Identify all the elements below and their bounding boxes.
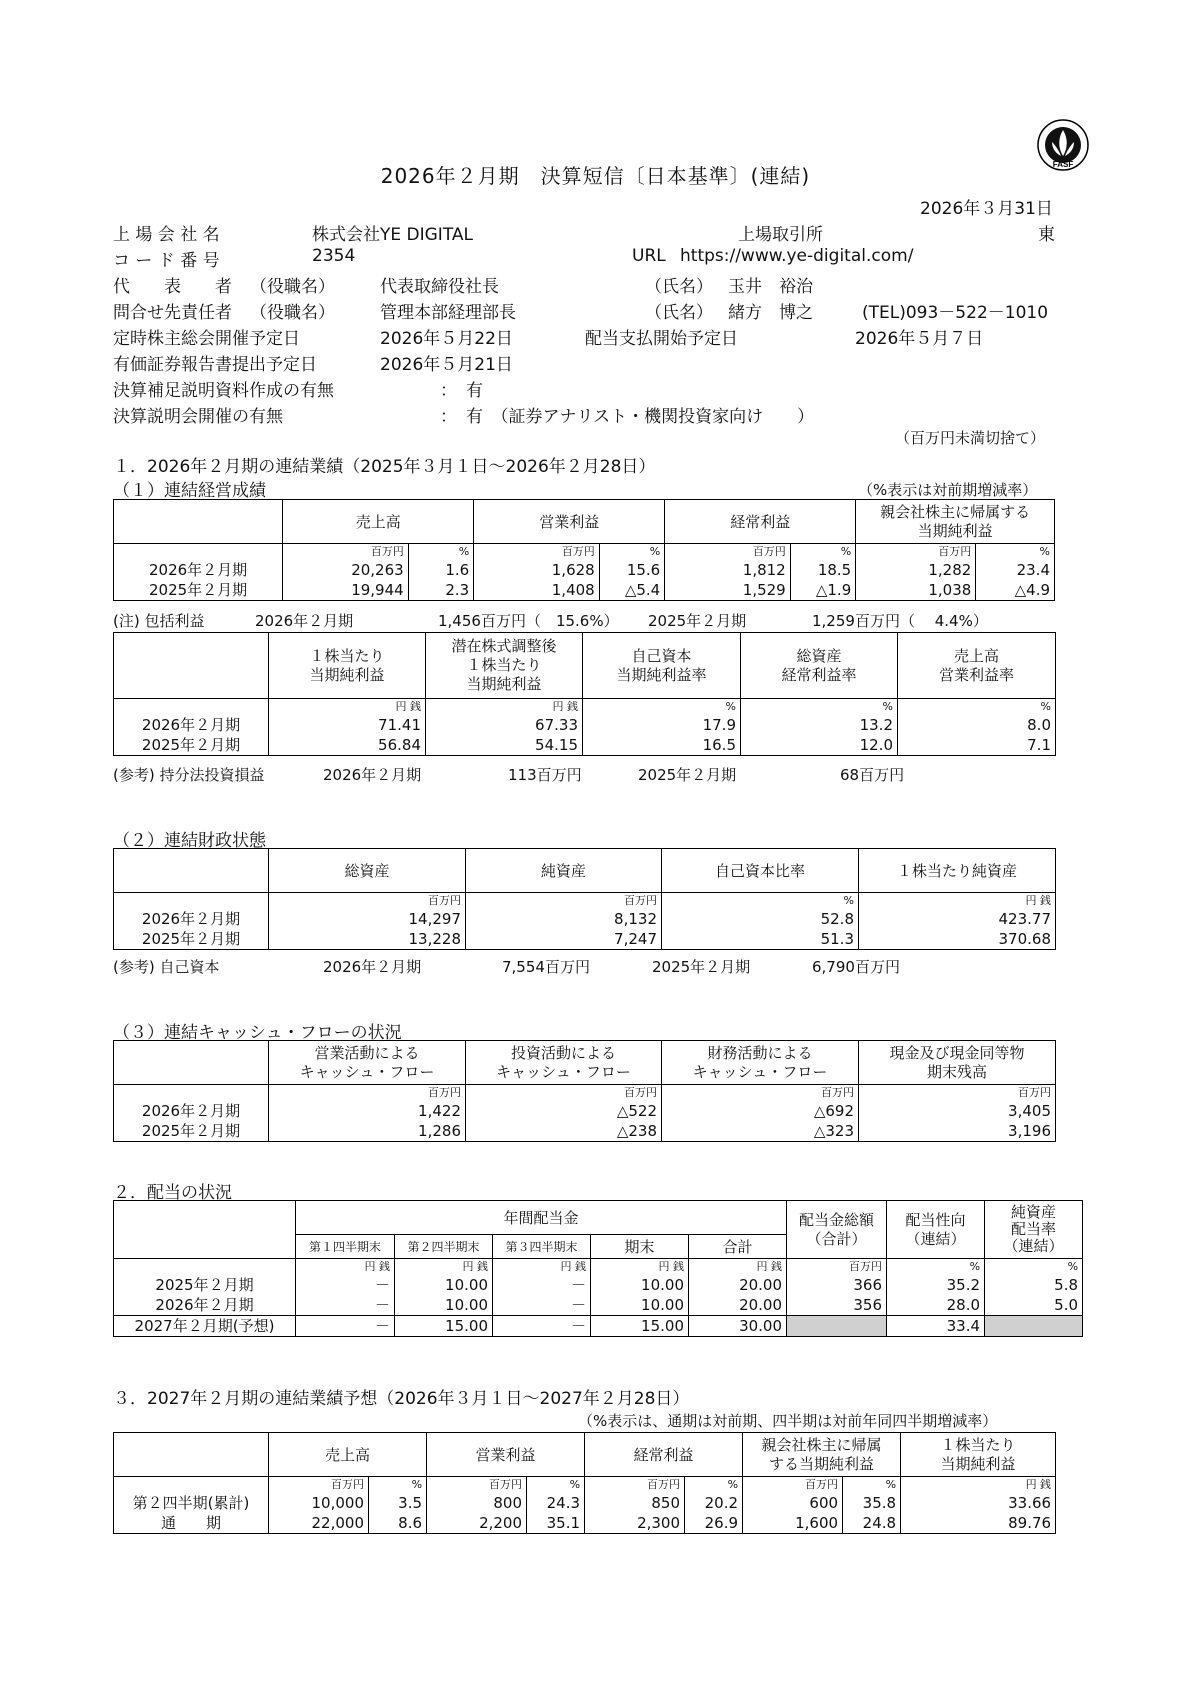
per-share-table (113, 632, 1056, 756)
exchange-label: 上場取引所 (738, 225, 823, 245)
header-op-income: 営業利益 (474, 500, 665, 544)
header-payout-ratio (887, 1201, 985, 1259)
cell: 423.77 (859, 909, 1056, 929)
unit: 百万円 (283, 544, 409, 560)
header-op-margin (898, 633, 1056, 699)
cell: 24.3 (527, 1493, 585, 1513)
report-date-value: 2026年５月21日 (380, 355, 513, 375)
cell: △692 (662, 1101, 859, 1121)
header-operating-cf-line2: キャッシュ・フロー (299, 1062, 435, 1081)
cell: 15.00 (395, 1315, 493, 1336)
cell-shaded (985, 1315, 1083, 1336)
equity-ref-period1: 2026年２月期 (323, 958, 422, 976)
cell: 30.00 (689, 1315, 787, 1336)
cell: 10.00 (591, 1275, 689, 1295)
header-net-income (743, 1433, 901, 1477)
rep-name: 玉井 裕治 (728, 277, 813, 297)
header-doe-line3: （連結） (1003, 1237, 1064, 1255)
cell: 15.6 (599, 560, 665, 580)
cell: 10.00 (395, 1275, 493, 1295)
unit: 円 銭 (296, 1259, 395, 1275)
cell: － (296, 1275, 395, 1295)
cell: 5.0 (985, 1295, 1083, 1316)
header-financing-cf (662, 1041, 859, 1085)
header-doe-line2: 配当率 (1011, 1220, 1057, 1238)
company-url[interactable]: https://www.ye-digital.com/ (680, 246, 914, 266)
header-q2: 第２四半期末 (395, 1235, 493, 1259)
header-diluted-line2: １株当たり (466, 656, 542, 674)
header-eps (901, 1433, 1056, 1477)
cell: 18.5 (790, 560, 856, 580)
unit: % (790, 544, 856, 560)
unit: 百万円 (856, 544, 976, 560)
cell: 13.2 (741, 715, 898, 735)
header-diluted-eps (426, 633, 583, 699)
cell: △323 (662, 1121, 859, 1142)
cell: 800 (427, 1493, 527, 1513)
unit: % (985, 1259, 1083, 1275)
company-name: 株式会社YE DIGITAL (312, 225, 473, 245)
row-label: 通 期 (114, 1513, 269, 1534)
unit: 円 銭 (859, 893, 1056, 909)
rep-title-label: （役職名） (250, 277, 335, 297)
svg-text:FASF: FASF (1052, 160, 1074, 169)
equity-method-period1: 2026年２月期 (323, 766, 422, 784)
div-start-date: 2026年５月７日 (855, 329, 984, 349)
company-name-label: 上 場 会 社 名 (113, 225, 220, 245)
rep-label: 代 表 者 (113, 277, 232, 297)
header-cash-balance-line1: 現金及び現金同等物 (889, 1043, 1025, 1062)
contact-name-label: （氏名） (645, 303, 713, 323)
header-financing-cf-line2: キャッシュ・フロー (692, 1062, 828, 1081)
cell: 13,228 (269, 929, 466, 950)
cell: 12.0 (741, 735, 898, 756)
cell: 16.5 (583, 735, 741, 756)
corner-cell (114, 849, 269, 893)
corner-cell (114, 1041, 269, 1085)
header-diluted-line3: 当期純利益 (466, 675, 542, 693)
cash-flow-table (113, 1040, 1056, 1142)
cell: 20.00 (689, 1275, 787, 1295)
supp-label: 決算補足説明資料作成の有無 (113, 381, 334, 401)
unit: 円 銭 (901, 1477, 1056, 1493)
cell: 14,297 (269, 909, 466, 929)
row-label: 2026年２月期 (114, 1101, 269, 1121)
unit-row-label (114, 699, 269, 715)
header-ord-income: 経常利益 (665, 500, 856, 544)
header-total: 合計 (689, 1235, 787, 1259)
cell: 20.00 (689, 1295, 787, 1316)
cell: 7,247 (466, 929, 662, 950)
unit: 円 銭 (426, 699, 583, 715)
contact-tel: (TEL)093－522－1010 (862, 303, 1049, 323)
unit-row-label (114, 544, 283, 560)
header-sales: 売上高 (283, 500, 474, 544)
cell: 850 (585, 1493, 685, 1513)
cell: 54.15 (426, 735, 583, 756)
header-sales: 売上高 (269, 1433, 427, 1477)
report-date: 2026年３月31日 (920, 199, 1053, 219)
header-q3: 第３四半期末 (493, 1235, 591, 1259)
unit: % (898, 699, 1056, 715)
cell: 1,422 (269, 1101, 466, 1121)
unit: % (976, 544, 1055, 560)
unit: 百万円 (269, 1085, 466, 1101)
contact-title-label: （役職名） (250, 303, 335, 323)
cell: 370.68 (859, 929, 1056, 950)
header-net-income-line1: 親会社株主に帰属 (761, 1435, 882, 1454)
financial-position-table (113, 848, 1056, 950)
header-net-assets: 純資産 (466, 849, 662, 893)
cell: 71.41 (269, 715, 426, 735)
cell: 24.8 (843, 1513, 901, 1534)
row-label: 2025年２月期 (114, 1121, 269, 1142)
operating-results-table (113, 499, 1055, 601)
agm-date: 2026年５月22日 (380, 329, 513, 349)
cell: 10.00 (591, 1295, 689, 1316)
cell: △5.4 (599, 580, 665, 601)
header-total-dividend-line1: 配当金総額 (799, 1210, 875, 1229)
cell: 1,812 (665, 560, 791, 580)
cell: － (296, 1295, 395, 1316)
cell: 19,944 (283, 580, 409, 601)
header-annual-dividend: 年間配当金 (296, 1201, 787, 1235)
header-cash-balance (859, 1041, 1056, 1085)
unit: 百万円 (859, 1085, 1056, 1101)
unit: 円 銭 (269, 699, 426, 715)
cell: 1,286 (269, 1121, 466, 1142)
unit: % (843, 1477, 901, 1493)
unit: 百万円 (585, 1477, 685, 1493)
unit: 円 銭 (395, 1259, 493, 1275)
sec1-title: １．2026年２月期の連結業績（2025年３月１日～2026年２月28日） (113, 457, 656, 477)
header-eps-line2: 当期純利益 (940, 1454, 1016, 1473)
equity-method-value1: 113百万円 (508, 766, 582, 784)
brief-value: 有 （証券アナリスト・機関投資家向け ） (466, 407, 815, 427)
header-roe-line2: 当期純利益率 (616, 665, 707, 684)
rounding-note: （百万円未満切捨て） (895, 429, 1046, 447)
comp-note-label: (注) 包括利益 (113, 612, 205, 630)
sec1-3-title: （３）連結キャッシュ・フローの状況 (113, 1023, 402, 1043)
supp-colon: ： (440, 381, 457, 401)
comp-note-period1: 2026年２月期 (255, 612, 354, 630)
header-cash-balance-line2: 期末残高 (926, 1062, 987, 1081)
sec3-title: ３．2027年２月期の連結業績予想（2026年３月１日～2027年２月28日） (113, 1389, 690, 1409)
header-roa-line2: 経常利益率 (781, 665, 857, 684)
contact-label: 問合せ先責任者 (113, 303, 232, 323)
header-year-end: 期末 (591, 1235, 689, 1259)
unit: 円 銭 (493, 1259, 591, 1275)
code-label: コ ー ド 番 号 (113, 251, 220, 271)
cell: 3,196 (859, 1121, 1056, 1142)
rep-title: 代表取締役社長 (380, 277, 499, 297)
cell: 1,600 (743, 1513, 843, 1534)
unit: % (408, 544, 474, 560)
unit: % (527, 1477, 585, 1493)
cell: 3.5 (369, 1493, 427, 1513)
unit: % (741, 699, 898, 715)
unit: 百万円 (743, 1477, 843, 1493)
cell: △4.9 (976, 580, 1055, 601)
row-label: 2025年２月期 (114, 1275, 296, 1295)
equity-method-value2: 68百万円 (840, 766, 905, 784)
unit: 百万円 (787, 1259, 887, 1275)
unit-row-label (114, 1085, 269, 1101)
equity-ref-value2: 6,790百万円 (812, 958, 900, 976)
cell: 89.76 (901, 1513, 1056, 1534)
comp-note-value2: 1,259百万円（ 4.4%） (812, 612, 988, 630)
cell: 356 (787, 1295, 887, 1316)
header-operating-cf-line1: 営業活動による (314, 1043, 420, 1062)
cell: 1,408 (474, 580, 600, 601)
header-ord-income: 経常利益 (585, 1433, 743, 1477)
unit: 百万円 (466, 1085, 662, 1101)
cell: 33.66 (901, 1493, 1056, 1513)
header-net-income-line2: 当期純利益 (917, 521, 993, 540)
cell: 52.8 (662, 909, 859, 929)
unit: 百万円 (427, 1477, 527, 1493)
cell: 35.2 (887, 1275, 985, 1295)
header-doe (985, 1201, 1083, 1259)
cell: － (493, 1295, 591, 1316)
cell: △1.9 (790, 580, 856, 601)
header-net-income-line2: する当期純利益 (769, 1454, 875, 1473)
code: 2354 (312, 246, 356, 266)
row-label: 2026年２月期 (114, 560, 283, 580)
cell-shaded (787, 1315, 887, 1336)
cell: 1,282 (856, 560, 976, 580)
unit: 百万円 (665, 544, 791, 560)
contact-name: 緒方 博之 (728, 303, 813, 323)
corner-cell (114, 633, 269, 699)
dividend-table (113, 1200, 1083, 1337)
agm-label: 定時株主総会開催予定日 (113, 329, 300, 349)
header-diluted-line1: 潜在株式調整後 (451, 637, 557, 655)
header-eps-line1: １株当たり (940, 1435, 1016, 1454)
cell: 35.8 (843, 1493, 901, 1513)
equity-ref-period2: 2025年２月期 (652, 958, 751, 976)
header-financing-cf-line1: 財務活動による (707, 1043, 813, 1062)
cell: 1.6 (408, 560, 474, 580)
header-investing-cf (466, 1041, 662, 1085)
cell: 10,000 (269, 1493, 369, 1513)
supp-value: 有 (466, 381, 483, 401)
cell: 8,132 (466, 909, 662, 929)
cell: 15.00 (591, 1315, 689, 1336)
unit: 円 銭 (591, 1259, 689, 1275)
div-start-label: 配当支払開始予定日 (585, 329, 738, 349)
row-label: 2025年２月期 (114, 580, 283, 601)
cell: 366 (787, 1275, 887, 1295)
header-equity-ratio: 自己資本比率 (662, 849, 859, 893)
cell: 1,628 (474, 560, 600, 580)
unit: % (685, 1477, 743, 1493)
header-q1: 第１四半期末 (296, 1235, 395, 1259)
cell: 17.9 (583, 715, 741, 735)
sec1-1-title: （１）連結経営成績 (113, 481, 266, 501)
equity-ref-label: (参考) 自己資本 (113, 958, 220, 976)
cell: 20.2 (685, 1493, 743, 1513)
cell: 600 (743, 1493, 843, 1513)
row-label: 2026年２月期 (114, 715, 269, 735)
header-operating-cf (269, 1041, 466, 1085)
unit: 百万円 (474, 544, 600, 560)
corner-cell (114, 1433, 269, 1477)
header-roa-line1: 総資産 (796, 646, 842, 665)
equity-method-period2: 2025年２月期 (638, 766, 737, 784)
unit-row-label (114, 1477, 269, 1493)
unit: % (599, 544, 665, 560)
cell: 26.9 (685, 1513, 743, 1534)
exchange: 東 (1038, 225, 1055, 245)
cell: 1,529 (665, 580, 791, 601)
cell: 28.0 (887, 1295, 985, 1316)
forecast-table (113, 1432, 1056, 1534)
cell: 51.3 (662, 929, 859, 950)
header-total-assets: 総資産 (269, 849, 466, 893)
row-label: 2027年２月期(予想) (114, 1315, 296, 1336)
cell: 2,200 (427, 1513, 527, 1534)
header-investing-cf-line1: 投資活動による (510, 1043, 616, 1062)
header-bps: １株当たり純資産 (859, 849, 1056, 893)
comp-note-period2: 2025年２月期 (648, 612, 747, 630)
cell: 8.0 (898, 715, 1056, 735)
unit: % (369, 1477, 427, 1493)
header-roa (741, 633, 898, 699)
header-payout-line1: 配当性向 (905, 1210, 966, 1229)
row-label: 2025年２月期 (114, 929, 269, 950)
unit: 百万円 (269, 1477, 369, 1493)
row-label: 2026年２月期 (114, 1295, 296, 1316)
equity-ref-value1: 7,554百万円 (502, 958, 590, 976)
unit-row-label (114, 893, 269, 909)
cell: 56.84 (269, 735, 426, 756)
cell: 35.1 (527, 1513, 585, 1534)
header-op-income: 営業利益 (427, 1433, 585, 1477)
sec2-title: ２．配当の状況 (113, 1183, 232, 1203)
row-label: 第２四半期(累計) (114, 1493, 269, 1513)
cell: 1,038 (856, 580, 976, 601)
cell: 33.4 (887, 1315, 985, 1336)
unit: 百万円 (466, 893, 662, 909)
equity-method-label: (参考) 持分法投資損益 (113, 766, 265, 784)
cell: 20,263 (283, 560, 409, 580)
unit: % (662, 893, 859, 909)
page-title: 2026年２月期 決算短信〔日本基準〕(連結) (380, 164, 811, 188)
sec1-2-title: （２）連結財政状態 (113, 831, 266, 851)
cell: 5.8 (985, 1275, 1083, 1295)
cell: 10.00 (395, 1295, 493, 1316)
header-op-margin-line2: 営業利益率 (938, 665, 1014, 684)
cell: 22,000 (269, 1513, 369, 1534)
comp-note-value1: 1,456百万円（ 15.6%） (438, 612, 619, 630)
row-label: 2025年２月期 (114, 735, 269, 756)
unit: 百万円 (269, 893, 466, 909)
sec1-1-note: （%表示は対前期増減率） (858, 481, 1038, 499)
header-eps-line2: 当期純利益 (309, 665, 385, 684)
header-roe-line1: 自己資本 (631, 646, 692, 665)
url-label: URL (632, 246, 666, 266)
cell: △522 (466, 1101, 662, 1121)
cell: － (493, 1315, 591, 1336)
header-investing-cf-line2: キャッシュ・フロー (496, 1062, 631, 1081)
cell: 2.3 (408, 580, 474, 601)
header-eps (269, 633, 426, 699)
cell: △238 (466, 1121, 662, 1142)
cell: 3,405 (859, 1101, 1056, 1121)
header-payout-line2: （連結） (905, 1229, 966, 1248)
cell: － (296, 1315, 395, 1336)
header-eps-line1: １株当たり (309, 646, 385, 665)
unit: % (887, 1259, 985, 1275)
contact-title: 管理本部経理部長 (380, 303, 516, 323)
cell: 67.33 (426, 715, 583, 735)
header-total-dividend-line2: （合計） (806, 1229, 867, 1248)
unit: 百万円 (662, 1085, 859, 1101)
row-label: 2026年２月期 (114, 909, 269, 929)
header-net-income (856, 500, 1055, 544)
unit-row-label (114, 1259, 296, 1275)
header-total-dividend (787, 1201, 887, 1259)
brief-colon: ： (440, 407, 457, 427)
cell: 2,300 (585, 1513, 685, 1534)
unit: 円 銭 (689, 1259, 787, 1275)
report-label: 有価証券報告書提出予定日 (113, 355, 317, 375)
corner-cell (114, 500, 283, 544)
header-op-margin-line1: 売上高 (953, 646, 999, 665)
rep-name-label: （氏名） (645, 277, 713, 297)
sec3-note: （%表示は、通期は対前期、四半期は対前年同四半期増減率） (578, 1412, 998, 1430)
header-net-income-line1: 親会社株主に帰属する (880, 502, 1031, 521)
corner-cell (114, 1201, 296, 1259)
header-doe-line1: 純資産 (1011, 1203, 1057, 1221)
header-roe (583, 633, 741, 699)
cell: 23.4 (976, 560, 1055, 580)
unit: % (583, 699, 741, 715)
cell: 8.6 (369, 1513, 427, 1534)
cell: － (493, 1275, 591, 1295)
brief-label: 決算説明会開催の有無 (113, 407, 283, 427)
cell: 7.1 (898, 735, 1056, 756)
